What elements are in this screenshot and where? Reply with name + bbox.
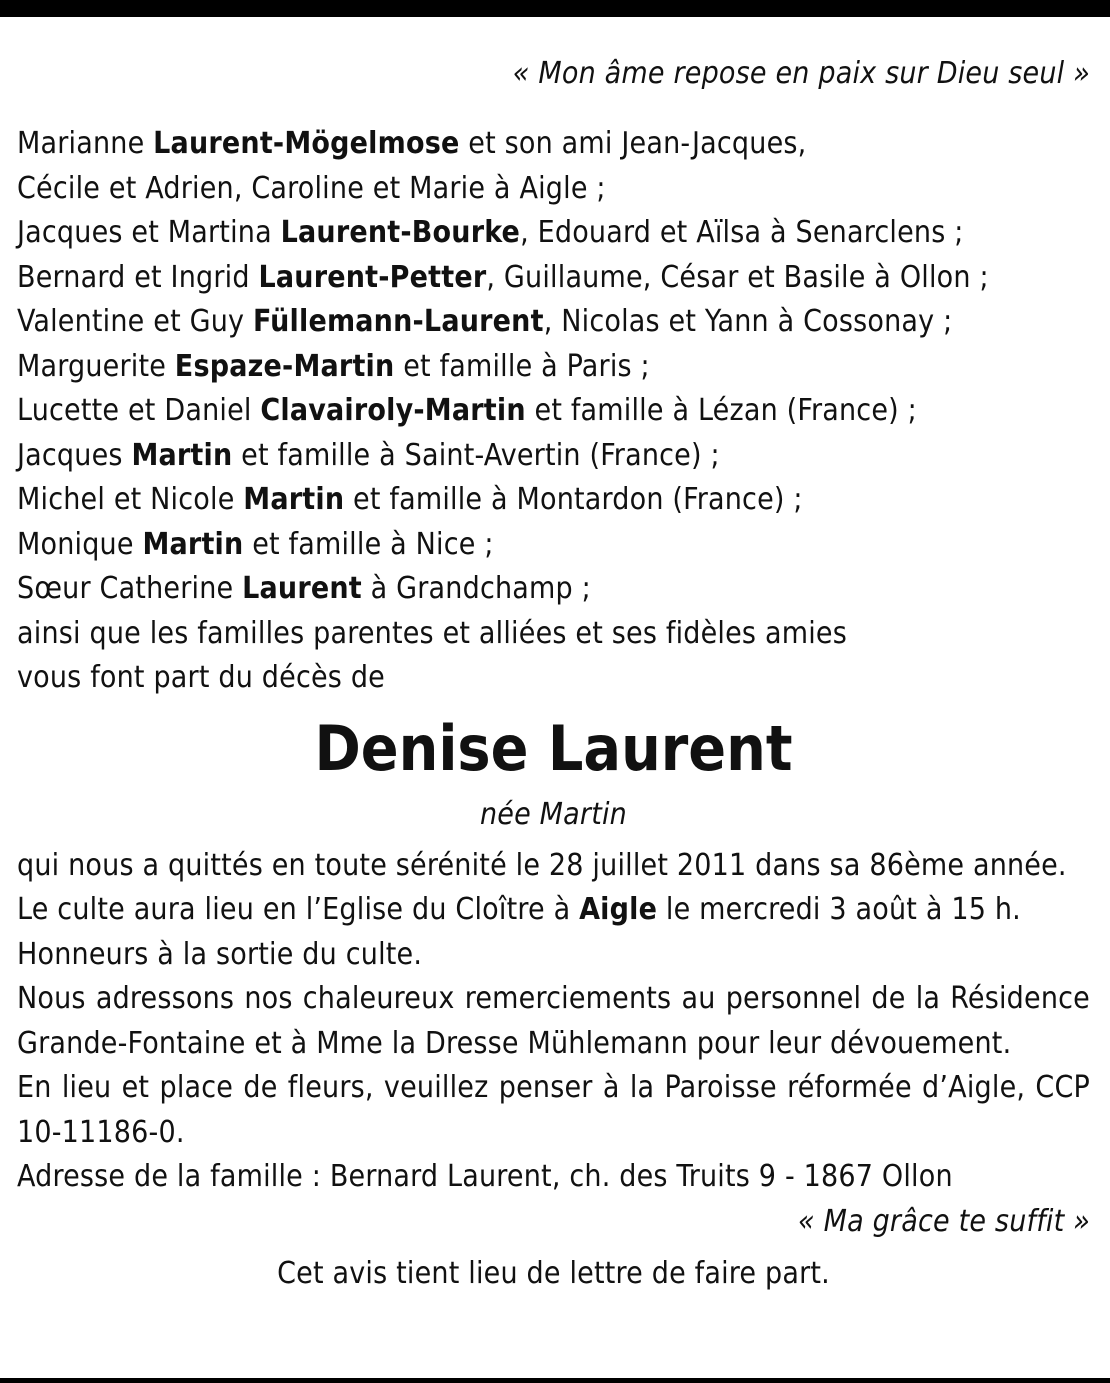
family-line xyxy=(17,434,1090,479)
family-line-prefix: Bernard et Ingrid xyxy=(17,259,259,295)
family-line-prefix: Sœur Catherine xyxy=(17,571,243,606)
service-paragraph xyxy=(17,888,1090,933)
family-line-suffix: , Edouard et Aïlsa à Senarclens ; xyxy=(520,215,964,250)
family-line-prefix: Marguerite xyxy=(17,348,175,384)
family-line xyxy=(17,256,1090,301)
closing-quote: « Ma grâce te suffit » xyxy=(797,1203,1090,1239)
maiden-name: née Martin xyxy=(479,796,627,832)
flowers-paragraph: En lieu et place de fleurs, veuillez penser à la Paroisse réformée d’Aigle, CCP 10-11186-0. xyxy=(17,1070,1090,1150)
family-line xyxy=(17,389,1090,434)
family-line-suffix: et son ami Jean-Jacques, xyxy=(459,126,807,161)
family-line xyxy=(17,300,1090,345)
family-surname: Martin xyxy=(131,437,233,473)
family-line-prefix: Valentine et Guy xyxy=(17,304,253,339)
family-surname: Laurent-Bourke xyxy=(280,215,521,250)
intro-line: ainsi que les familles parentes et alliées et ses fidèles amies xyxy=(17,615,847,651)
epigraph: « Mon âme repose en paix sur Dieu seul » xyxy=(512,56,1090,91)
family-line-prefix: Jacques xyxy=(17,437,132,473)
top-rule xyxy=(0,0,1110,17)
honours-paragraph: Honneurs à la sortie du culte. xyxy=(17,936,423,972)
family-line-suffix: et famille à Nice ; xyxy=(243,526,494,562)
family-surname: Clavairoly-Martin xyxy=(260,393,526,428)
family-line xyxy=(17,211,1090,256)
family-line-suffix: et famille à Paris ; xyxy=(394,348,650,384)
family-line-prefix: Michel et Nicole xyxy=(17,482,244,517)
family-line-suffix: , Nicolas et Yann à Cossonay ; xyxy=(543,304,953,339)
family-surname: Laurent xyxy=(242,571,362,606)
bottom-rule xyxy=(0,1378,1110,1383)
family-surname: Füllemann-Laurent xyxy=(252,304,544,339)
intro-line: vous font part du décès de xyxy=(17,660,385,695)
obituary-notice xyxy=(17,52,1090,1297)
family-line xyxy=(17,122,1090,167)
family-surname: Martin xyxy=(243,482,345,517)
family-surname: Martin xyxy=(142,526,244,562)
family-line-suffix: , Guillaume, César et Basile à Ollon ; xyxy=(486,259,989,295)
family-surname: Laurent-Mögelmose xyxy=(153,126,460,161)
service-text: Le culte aura lieu en l’Eglise du Cloître à xyxy=(17,892,580,927)
family-line xyxy=(17,567,1090,612)
family-line-prefix: Marianne xyxy=(17,126,154,161)
service-time: le mercredi 3 août à 15 h. xyxy=(657,892,1021,927)
family-line-suffix: et famille à Lézan (France) ; xyxy=(525,393,917,428)
service-place: Aigle xyxy=(579,892,658,927)
family-line-suffix: et famille à Saint-Avertin (France) ; xyxy=(232,437,720,473)
passing-paragraph: qui nous a quittés en toute sérénité le 28 juillet 2011 dans sa 86ème année. xyxy=(17,847,1067,883)
thanks-paragraph: Nous adressons nos chaleureux remerciements au personnel de la Résidence Grande-Fontaine et à Mme la Dresse Mühlemann pour leur dévouement. xyxy=(17,981,1090,1061)
notice-body xyxy=(17,844,1090,1200)
family-line-prefix: Cécile et Adrien, Caroline et Marie à Aigle ; xyxy=(17,170,606,206)
notice-statement: Cet avis tient lieu de lettre de faire part. xyxy=(277,1256,830,1291)
family-line xyxy=(17,478,1090,523)
family-surname: Laurent-Petter xyxy=(258,259,487,295)
family-line-suffix: et famille à Montardon (France) ; xyxy=(344,482,803,517)
family-line xyxy=(17,345,1090,390)
family-line-prefix: Jacques et Martina xyxy=(17,215,281,250)
family-surname: Espaze-Martin xyxy=(174,348,395,384)
family-line xyxy=(17,167,1090,212)
address-paragraph: Adresse de la famille : Bernard Laurent, ch. des Truits 9 - 1867 Ollon xyxy=(17,1159,953,1194)
family-line-prefix: Monique xyxy=(17,526,143,562)
deceased-name: Denise Laurent xyxy=(314,711,793,785)
family-line xyxy=(17,523,1090,568)
family-list xyxy=(17,122,1090,612)
family-line-prefix: Lucette et Daniel xyxy=(17,393,261,428)
family-line-suffix: à Grandchamp ; xyxy=(361,571,591,606)
